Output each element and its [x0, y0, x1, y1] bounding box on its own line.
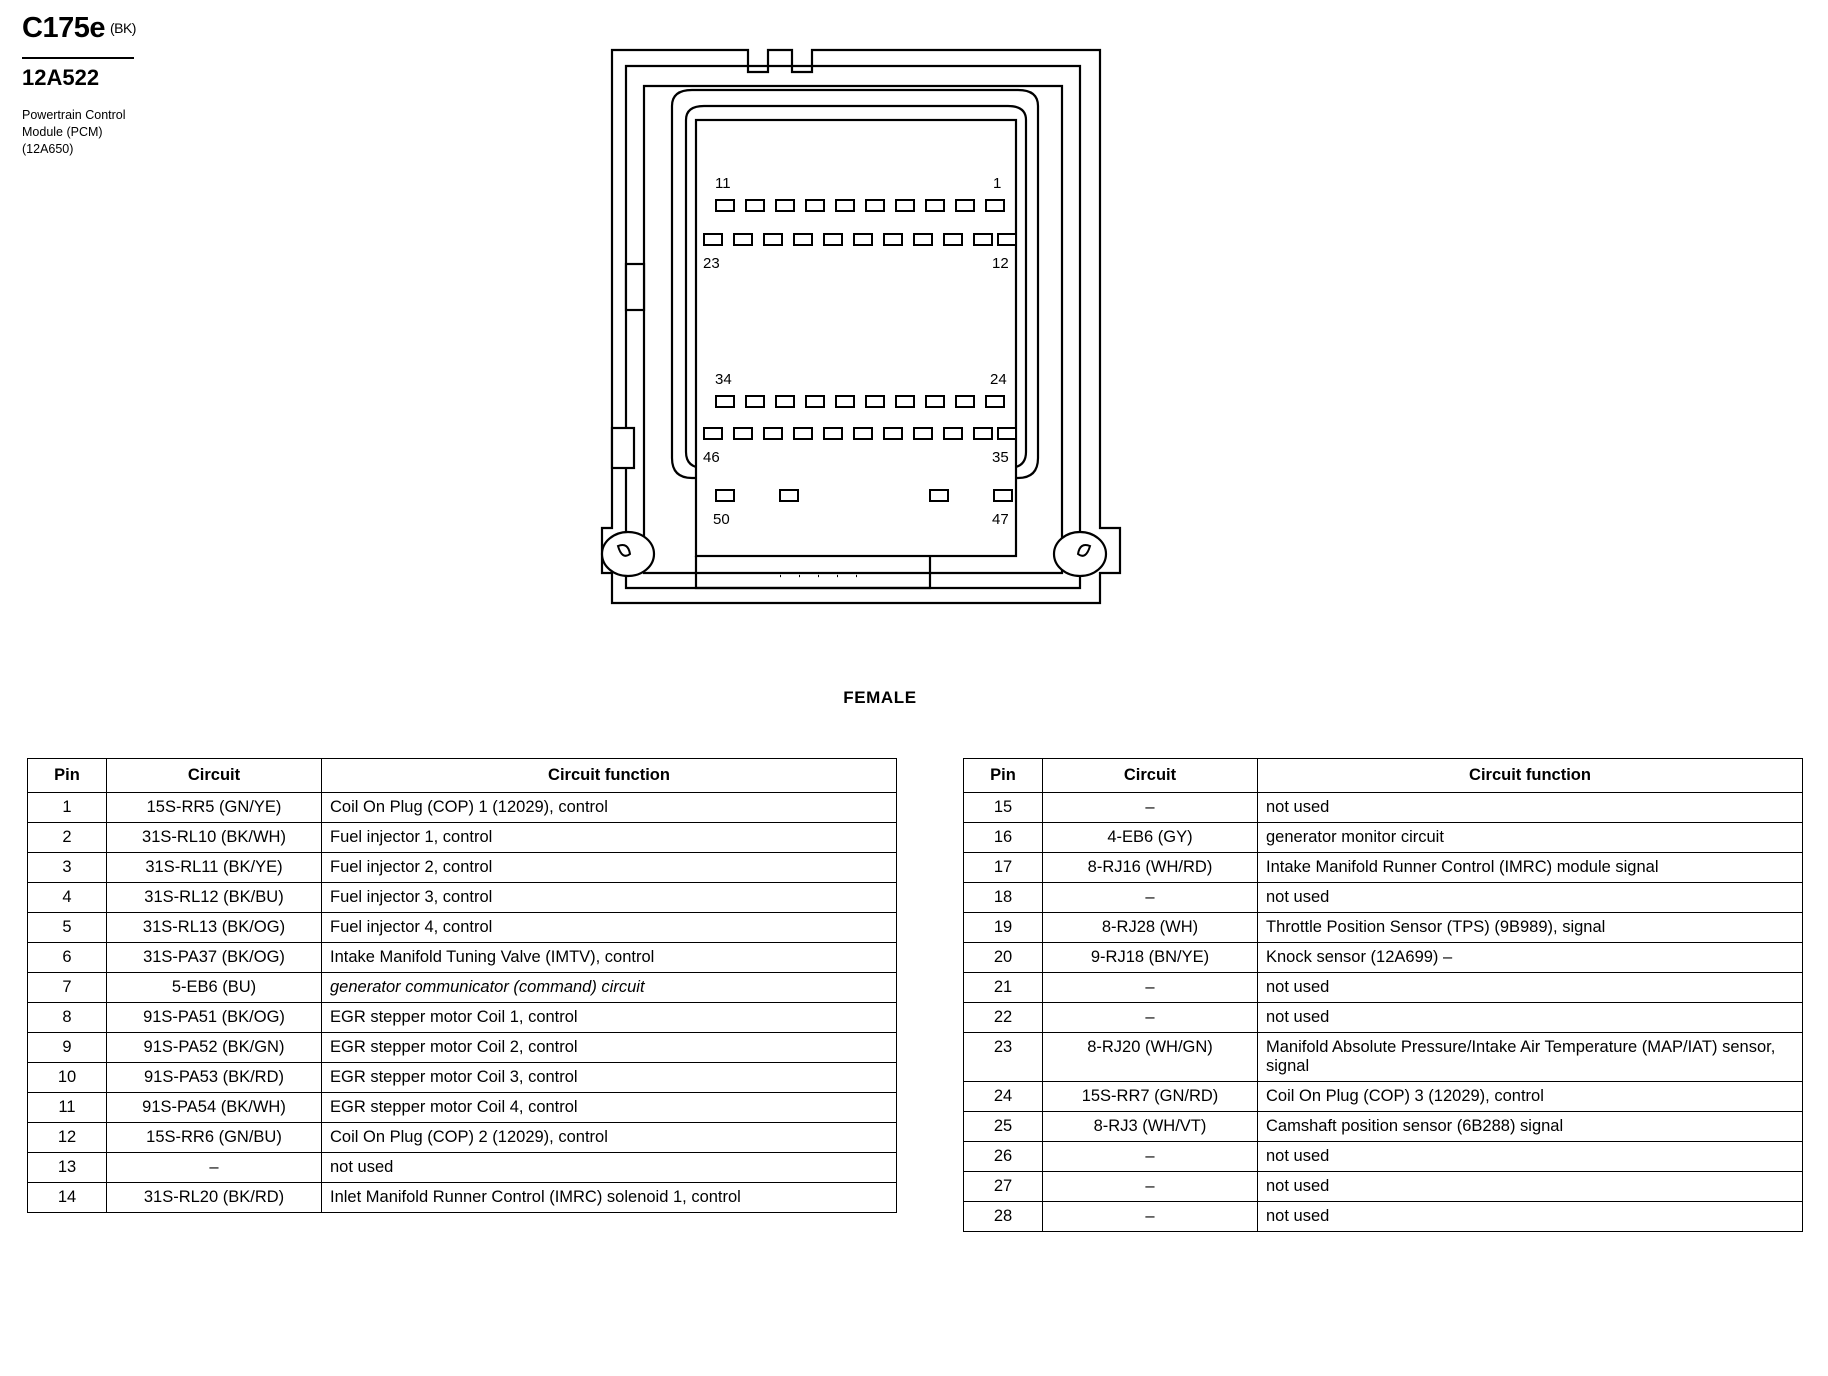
cell-circuit: 15S-RR7 (GN/RD) — [1043, 1082, 1258, 1112]
pin-table-right-wrapper — [963, 758, 1803, 1232]
cell-function: not used — [1258, 1003, 1803, 1033]
cell-circuit: – — [1043, 1172, 1258, 1202]
table-row — [28, 1153, 897, 1183]
pin-marker-row2-left: 23 — [703, 255, 720, 272]
cell-function: Camshaft position sensor (6B288) signal — [1258, 1112, 1803, 1142]
cell-pin: 1 — [28, 793, 107, 823]
cell-function: not used — [1258, 883, 1803, 913]
cell-circuit: – — [1043, 883, 1258, 913]
connector-id-text: C175e — [22, 12, 105, 44]
cell-circuit: – — [1043, 973, 1258, 1003]
table-row — [964, 823, 1803, 853]
table-row — [964, 973, 1803, 1003]
header-divider — [22, 57, 134, 59]
cell-circuit: 8-RJ16 (WH/RD) — [1043, 853, 1258, 883]
cell-function: Intake Manifold Tuning Valve (IMTV), control — [322, 943, 897, 973]
cell-pin: 25 — [964, 1112, 1043, 1142]
connector-drawing-svg — [600, 28, 1160, 668]
cell-circuit: 31S-RL20 (BK/RD) — [107, 1183, 322, 1213]
cell-circuit: 15S-RR6 (GN/BU) — [107, 1123, 322, 1153]
cell-function: not used — [1258, 793, 1803, 823]
cell-pin: 27 — [964, 1172, 1043, 1202]
table-row — [28, 793, 897, 823]
cell-pin: 22 — [964, 1003, 1043, 1033]
cell-function: not used — [1258, 1202, 1803, 1232]
cell-pin: 10 — [28, 1063, 107, 1093]
table-row — [964, 793, 1803, 823]
table-row — [28, 883, 897, 913]
pin-table-left-wrapper — [27, 758, 897, 1213]
cell-pin: 16 — [964, 823, 1043, 853]
pin-marker-row4-left: 46 — [703, 449, 720, 466]
pin-marker-row5-right: 47 — [992, 511, 1009, 528]
cell-function: Fuel injector 2, control — [322, 853, 897, 883]
cell-function: generator monitor circuit — [1258, 823, 1803, 853]
pin-table-right — [963, 758, 1803, 1232]
description-line-1: Powertrain Control — [22, 108, 126, 122]
cell-pin: 28 — [964, 1202, 1043, 1232]
connector-orientation-label: FEMALE — [843, 688, 917, 707]
table-row — [964, 1142, 1803, 1172]
cell-circuit: 31S-RL12 (BK/BU) — [107, 883, 322, 913]
cell-circuit: 9-RJ18 (BN/YE) — [1043, 943, 1258, 973]
cell-circuit: 91S-PA54 (BK/WH) — [107, 1093, 322, 1123]
table-row — [28, 913, 897, 943]
cell-circuit: 8-RJ3 (WH/VT) — [1043, 1112, 1258, 1142]
cell-pin: 11 — [28, 1093, 107, 1123]
column-header-function: Circuit function — [1258, 759, 1803, 793]
cell-function: EGR stepper motor Coil 4, control — [322, 1093, 897, 1123]
cell-pin: 13 — [28, 1153, 107, 1183]
table-row — [28, 1123, 897, 1153]
cell-circuit: – — [1043, 1142, 1258, 1172]
cell-pin: 18 — [964, 883, 1043, 913]
connector-color-code: (BK) — [109, 20, 136, 36]
cell-pin: 4 — [28, 883, 107, 913]
cell-pin: 5 — [28, 913, 107, 943]
cell-pin: 9 — [28, 1033, 107, 1063]
cell-pin: 20 — [964, 943, 1043, 973]
cell-function: Intake Manifold Runner Control (IMRC) module signal — [1258, 853, 1803, 883]
column-header-circuit: Circuit — [107, 759, 322, 793]
cell-pin: 6 — [28, 943, 107, 973]
cell-circuit: – — [107, 1153, 322, 1183]
table-row — [28, 1033, 897, 1063]
cell-function: Coil On Plug (COP) 2 (12029), control — [322, 1123, 897, 1153]
cell-circuit: – — [1043, 1202, 1258, 1232]
cell-pin: 17 — [964, 853, 1043, 883]
connector-header — [22, 14, 282, 158]
part-number: 12A522 — [22, 65, 100, 90]
table-row — [964, 1033, 1803, 1082]
pin-marker-row2-right: 12 — [992, 255, 1009, 272]
table-row — [964, 1003, 1803, 1033]
cell-function: Fuel injector 1, control — [322, 823, 897, 853]
cell-circuit: 91S-PA51 (BK/OG) — [107, 1003, 322, 1033]
cell-pin: 26 — [964, 1142, 1043, 1172]
pin-marker-row3-right: 24 — [990, 371, 1007, 388]
cell-circuit: – — [1043, 793, 1258, 823]
column-header-function: Circuit function — [322, 759, 897, 793]
cell-pin: 7 — [28, 973, 107, 1003]
description-line-2: Module (PCM) — [22, 124, 103, 139]
cell-function: Manifold Absolute Pressure/Intake Air Temperature (MAP/IAT) sensor, signal — [1258, 1033, 1803, 1082]
description-line-3: (12A650) — [22, 141, 74, 156]
cell-circuit: 5-EB6 (BU) — [107, 973, 322, 1003]
cell-circuit: 15S-RR5 (GN/YE) — [107, 793, 322, 823]
column-header-circuit: Circuit — [1043, 759, 1258, 793]
cell-circuit: – — [1043, 1003, 1258, 1033]
cell-circuit: 31S-RL13 (BK/OG) — [107, 913, 322, 943]
table-row — [28, 943, 897, 973]
table-row — [28, 1003, 897, 1033]
table-row — [28, 1063, 897, 1093]
cell-function: EGR stepper motor Coil 2, control — [322, 1033, 897, 1063]
connector-id — [22, 14, 136, 43]
table-row — [964, 883, 1803, 913]
table-row — [964, 1082, 1803, 1112]
cell-pin: 21 — [964, 973, 1043, 1003]
cell-function: Fuel injector 4, control — [322, 913, 897, 943]
cell-pin: 3 — [28, 853, 107, 883]
cell-function: Fuel injector 3, control — [322, 883, 897, 913]
cell-pin: 12 — [28, 1123, 107, 1153]
cell-function: generator communicator (command) circuit — [322, 973, 897, 1003]
cell-function: Throttle Position Sensor (TPS) (9B989), signal — [1258, 913, 1803, 943]
cell-function: not used — [1258, 1142, 1803, 1172]
cell-function: Knock sensor (12A699) – — [1258, 943, 1803, 973]
cell-pin: 15 — [964, 793, 1043, 823]
table-row — [28, 1183, 897, 1213]
column-header-pin: Pin — [964, 759, 1043, 793]
cell-function: Coil On Plug (COP) 3 (12029), control — [1258, 1082, 1803, 1112]
table-header-row — [28, 759, 897, 793]
cell-circuit: 4-EB6 (GY) — [1043, 823, 1258, 853]
cell-pin: 23 — [964, 1033, 1043, 1082]
connector-diagram — [600, 28, 1160, 668]
cell-pin: 14 — [28, 1183, 107, 1213]
cell-circuit: 31S-PA37 (BK/OG) — [107, 943, 322, 973]
table-row — [964, 1172, 1803, 1202]
cell-circuit: 8-RJ28 (WH) — [1043, 913, 1258, 943]
pin-table-left — [27, 758, 897, 1213]
cell-function: not used — [322, 1153, 897, 1183]
cell-circuit: 91S-PA52 (BK/GN) — [107, 1033, 322, 1063]
cell-pin: 2 — [28, 823, 107, 853]
pin-marker-row4-right: 35 — [992, 449, 1009, 466]
column-header-pin: Pin — [28, 759, 107, 793]
table-row — [28, 973, 897, 1003]
pin-marker-row5-left: 50 — [713, 511, 730, 528]
table-header-row — [964, 759, 1803, 793]
pin-marker-row1-right: 1 — [993, 175, 1002, 192]
cell-function: not used — [1258, 1172, 1803, 1202]
cell-pin: 19 — [964, 913, 1043, 943]
cell-function: EGR stepper motor Coil 3, control — [322, 1063, 897, 1093]
cell-pin: 24 — [964, 1082, 1043, 1112]
cell-circuit: 91S-PA53 (BK/RD) — [107, 1063, 322, 1093]
table-row — [28, 823, 897, 853]
cell-circuit: 31S-RL11 (BK/YE) — [107, 853, 322, 883]
table-row — [964, 1202, 1803, 1232]
table-row — [964, 913, 1803, 943]
table-row — [964, 853, 1803, 883]
cell-function: Coil On Plug (COP) 1 (12029), control — [322, 793, 897, 823]
cell-circuit: 31S-RL10 (BK/WH) — [107, 823, 322, 853]
cell-circuit: 8-RJ20 (WH/GN) — [1043, 1033, 1258, 1082]
table-row — [28, 853, 897, 883]
table-row — [964, 1112, 1803, 1142]
cell-function: not used — [1258, 973, 1803, 1003]
pin-marker-row3-left: 34 — [715, 371, 732, 388]
cell-pin: 8 — [28, 1003, 107, 1033]
table-row — [28, 1093, 897, 1123]
pin-marker-row1-left: 11 — [715, 175, 731, 192]
cell-function: Inlet Manifold Runner Control (IMRC) solenoid 1, control — [322, 1183, 897, 1213]
table-row — [964, 943, 1803, 973]
cell-function: EGR stepper motor Coil 1, control — [322, 1003, 897, 1033]
